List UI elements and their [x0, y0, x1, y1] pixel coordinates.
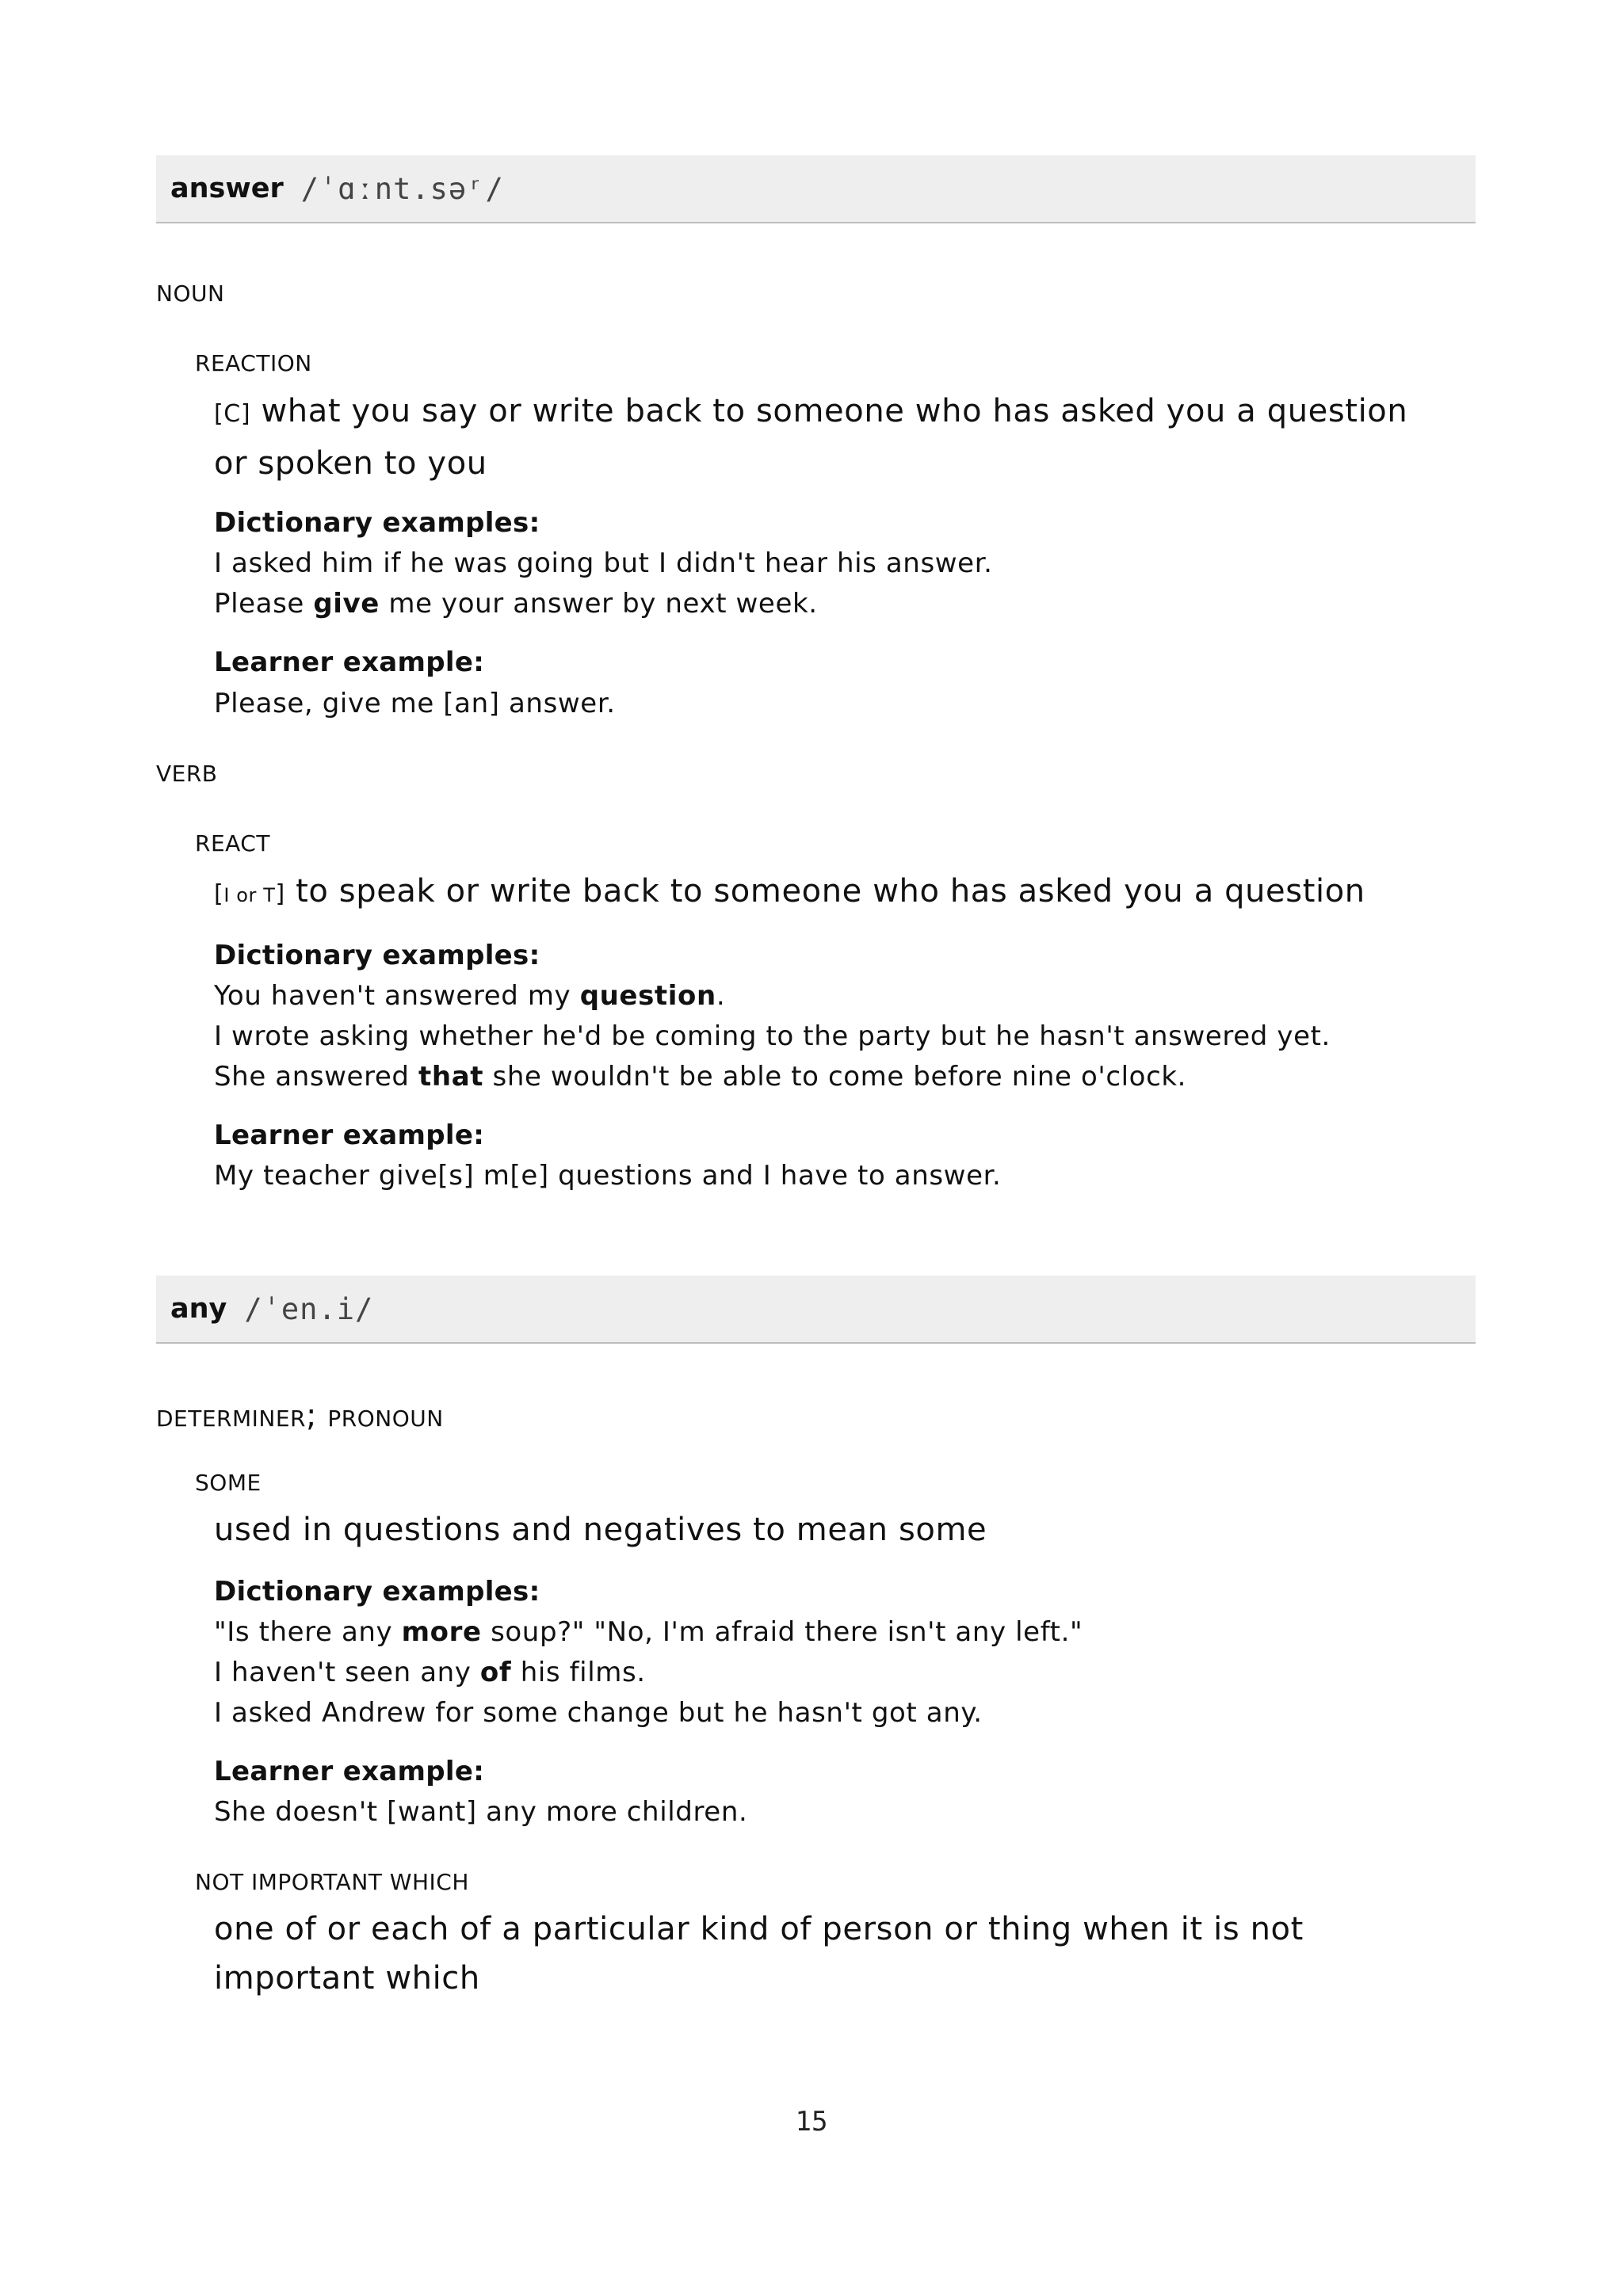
- entry-header-answer: [156, 155, 1476, 223]
- sense-label: NOT IMPORTANT WHICH: [195, 1869, 469, 1895]
- dictionary-examples-label: Dictionary examples:: [214, 940, 540, 971]
- part-of-speech-separator: ;: [306, 1398, 317, 1434]
- part-of-speech: VERB: [156, 761, 218, 787]
- definition-text: to speak or write back to someone who has asked you a question: [296, 873, 1365, 910]
- example-keyword: give: [313, 588, 380, 620]
- example-text: I asked him if he was going but I didn't hear his answer.: [214, 547, 993, 579]
- dictionary-example: [214, 547, 993, 579]
- entry-header-any: [156, 1276, 1476, 1344]
- sense-label: REACTION: [195, 350, 312, 376]
- sense-label: REACT: [195, 830, 270, 856]
- dictionary-example: [214, 1020, 1331, 1052]
- example-text: "Is there any: [214, 1616, 402, 1648]
- definition: [214, 1505, 1450, 1554]
- grammar-bracket: ]: [275, 880, 285, 908]
- grammar-inner: I or T: [223, 884, 276, 906]
- example-keyword: of: [479, 1657, 512, 1688]
- dictionary-example: [214, 1616, 1083, 1648]
- definition: [214, 867, 1450, 920]
- example-text: You haven't answered my: [214, 980, 580, 1012]
- learner-example-label: Learner example:: [214, 646, 485, 678]
- example-keyword: question: [579, 980, 716, 1012]
- example-text: I wrote asking whether he'd be coming to the party but he hasn't answered yet.: [214, 1020, 1331, 1052]
- example-text: his films.: [511, 1657, 646, 1688]
- page-number: 15: [795, 2106, 828, 2138]
- headword: answer: [170, 173, 284, 204]
- learner-example: She doesn't [want] any more children.: [214, 1796, 748, 1828]
- example-text: me your answer by next week.: [379, 588, 818, 620]
- sense-label: SOME: [195, 1470, 262, 1496]
- part-of-speech-label: PRONOUN: [327, 1405, 444, 1432]
- definition: [214, 1905, 1450, 2003]
- example-keyword: that: [418, 1061, 484, 1093]
- example-text: I haven't seen any: [214, 1657, 480, 1688]
- definition: [214, 387, 1450, 488]
- pronunciation: /ˈɑːnt.səʳ/: [300, 171, 504, 206]
- dictionary-example: [214, 1061, 1186, 1093]
- example-keyword: more: [401, 1616, 482, 1648]
- dictionary-example: [214, 1657, 646, 1688]
- grammar-code: [C]: [214, 400, 251, 428]
- example-text: I asked Andrew for some change but he hasn't got any.: [214, 1697, 983, 1729]
- example-text: soup?" "No, I'm afraid there isn't any left.": [481, 1616, 1083, 1648]
- learner-example-label: Learner example:: [214, 1756, 485, 1787]
- example-text: Please: [214, 588, 314, 620]
- dictionary-example: [214, 980, 725, 1012]
- grammar-bracket: [: [214, 880, 224, 908]
- dictionary-example: [214, 588, 818, 620]
- dictionary-examples-label: Dictionary examples:: [214, 1576, 540, 1608]
- dictionary-example: [214, 1697, 983, 1729]
- example-text: she wouldn't be able to come before nine o'clock.: [483, 1061, 1187, 1093]
- part-of-speech-label: DETERMINER: [156, 1405, 307, 1432]
- definition-text: one of or each of a particular kind of person or thing when it is not important which: [214, 1911, 1304, 1997]
- learner-example: My teacher give[s] m[e] questions and I have to answer.: [214, 1160, 1002, 1192]
- example-text: .: [716, 980, 726, 1012]
- definition-text: used in questions and negatives to mean some: [214, 1512, 987, 1548]
- part-of-speech: NOUN: [156, 280, 225, 307]
- grammar-code: [214, 880, 285, 908]
- definition-text: what you say or write back to someone who has asked you a question or spoken to you: [214, 393, 1408, 482]
- learner-example: Please, give me [an] answer.: [214, 688, 616, 719]
- example-text: She answered: [214, 1061, 419, 1093]
- pronunciation: /ˈen.i/: [244, 1291, 374, 1326]
- learner-example-label: Learner example:: [214, 1119, 485, 1151]
- dictionary-examples-label: Dictionary examples:: [214, 507, 540, 539]
- headword: any: [170, 1293, 227, 1325]
- part-of-speech: [156, 1398, 444, 1434]
